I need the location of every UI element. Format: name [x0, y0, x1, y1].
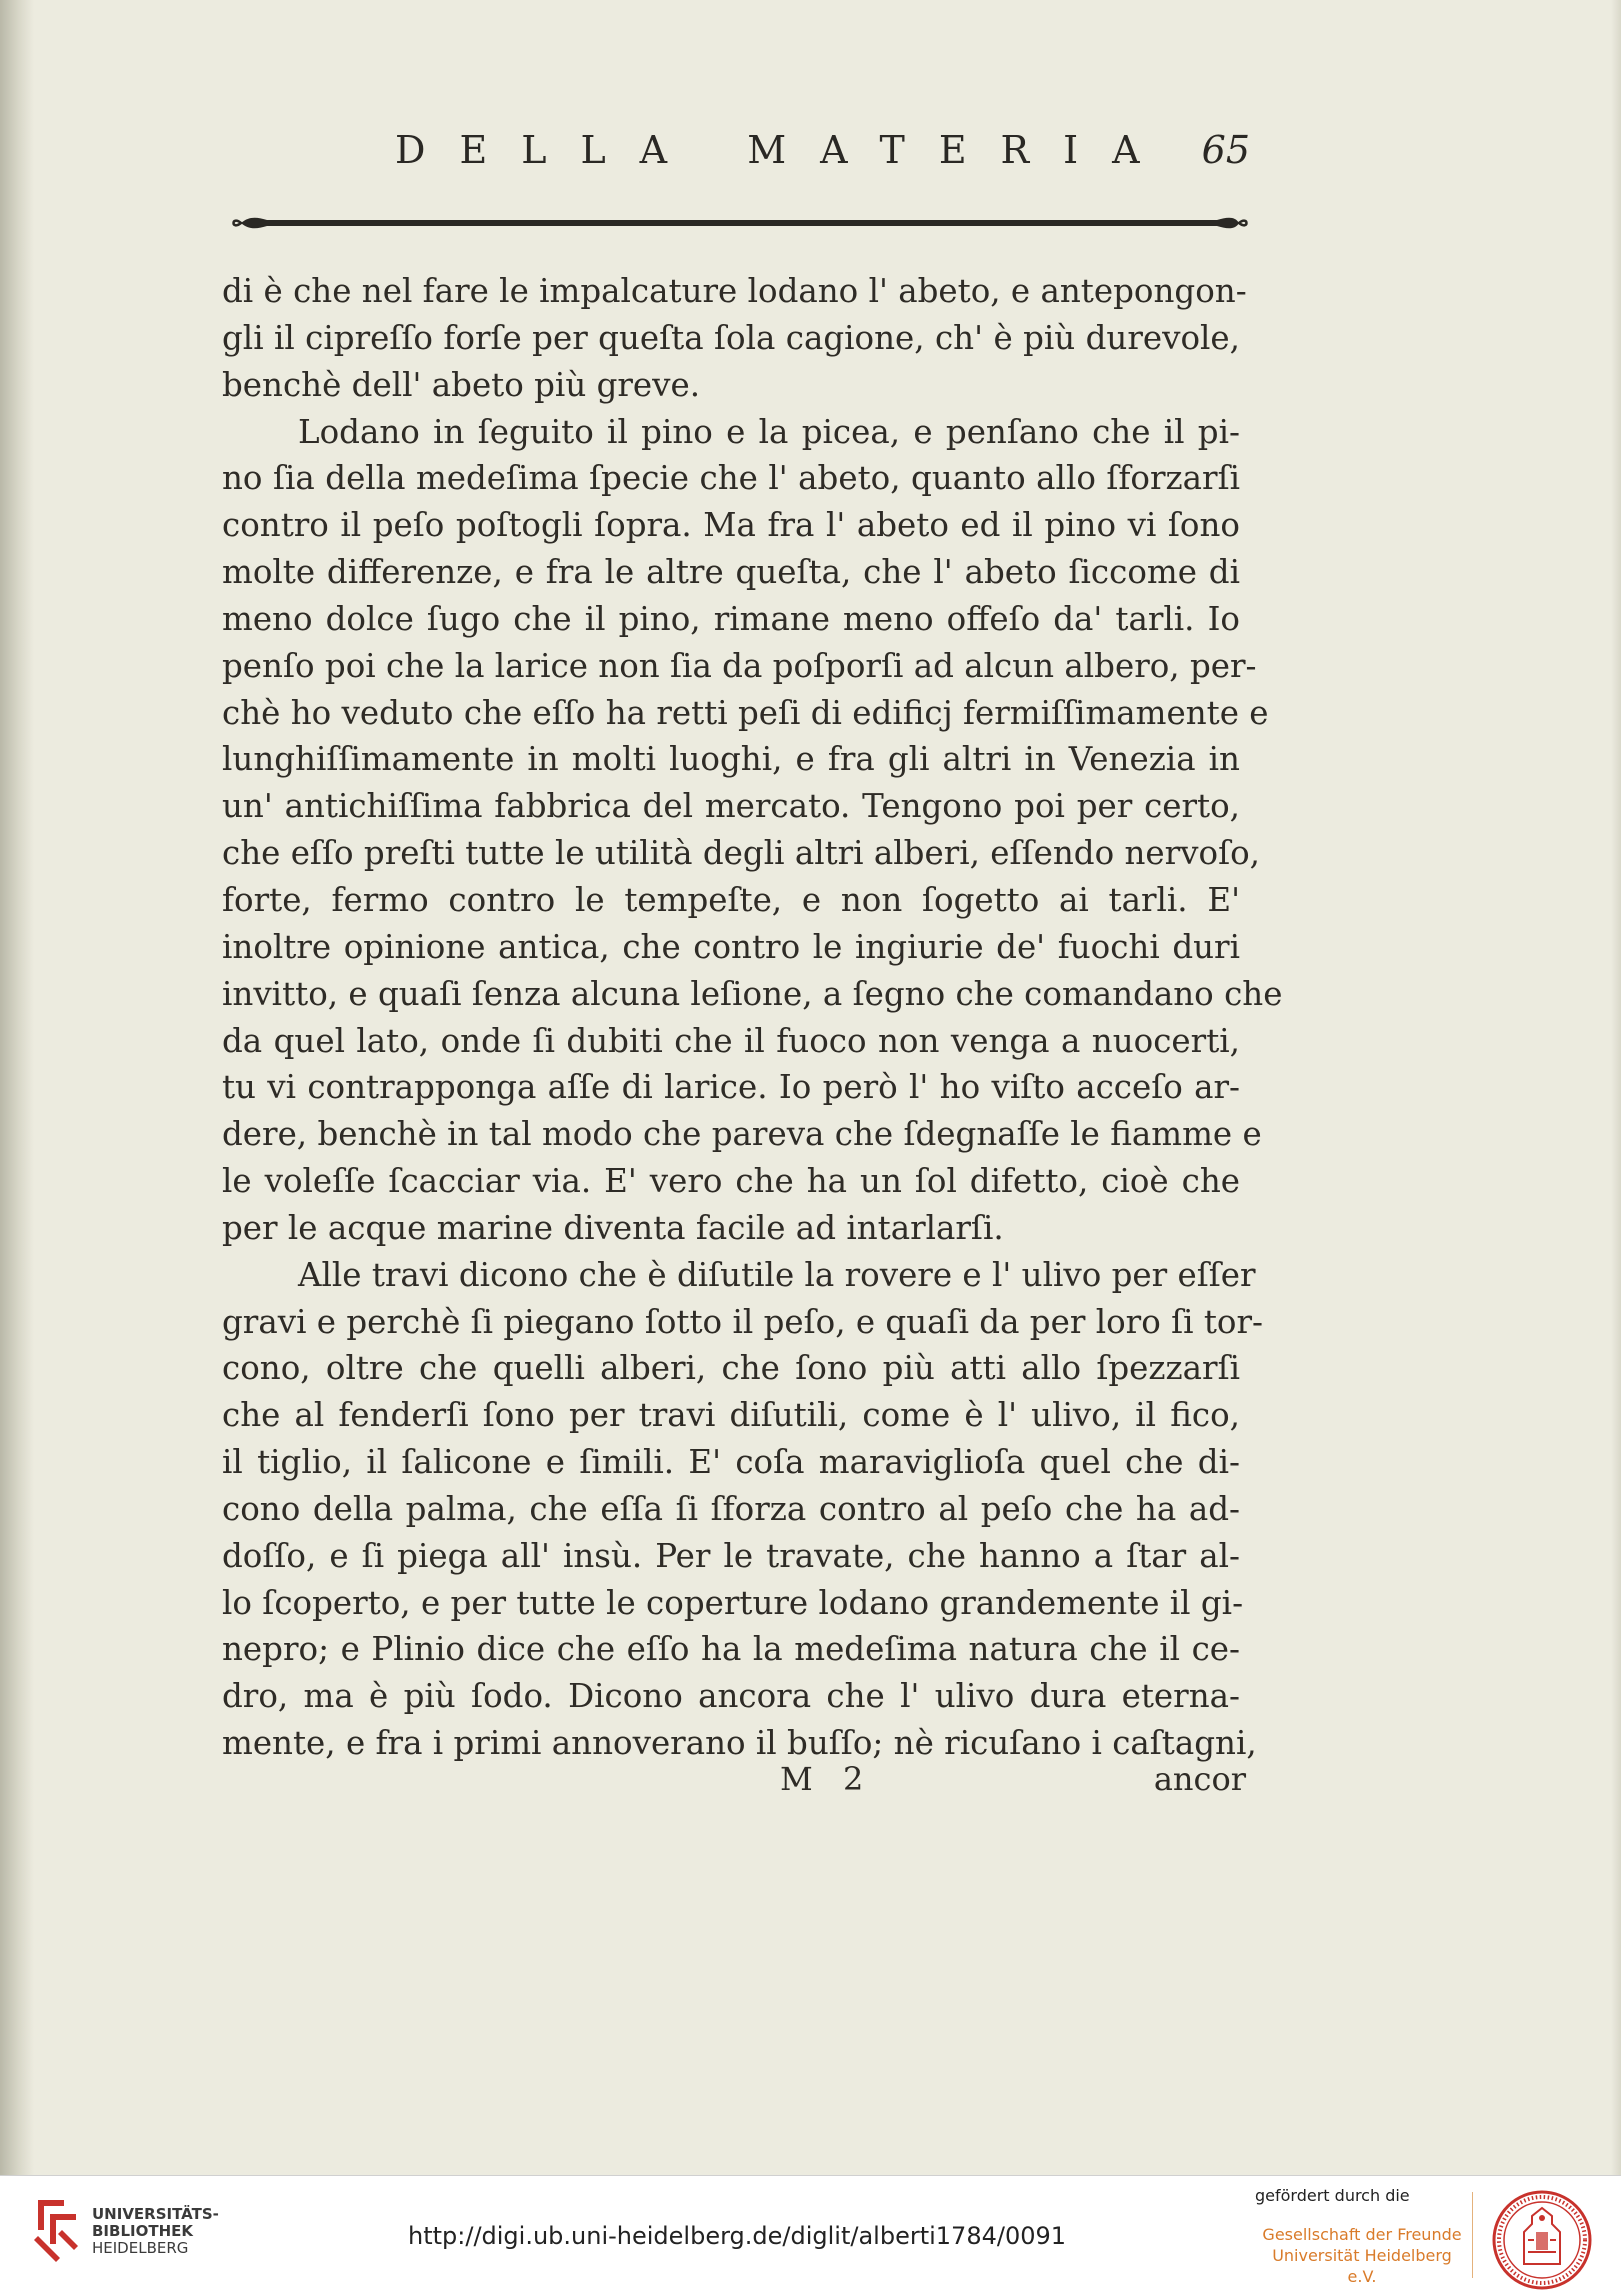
university-seal-icon — [1490, 2188, 1594, 2292]
text-line: per le acque marine diventa facile ad intarlarſi. — [222, 1208, 1004, 1247]
text-line: Lodano in ſeguito il pino e la picea, e penſano che il pi- — [298, 412, 1240, 451]
text-line: cono della palma, che eſſa ſi ſforza contro al peſo che ha ad- — [222, 1489, 1240, 1528]
text-line: di è che nel fare le impalcature lodano l' abeto, e antepongon- — [222, 272, 1247, 310]
text-line: il tiglio, il ſalicone e ſimili. E' coſa maraviglioſa quel che di- — [222, 1443, 1240, 1482]
footer-divider — [1472, 2192, 1473, 2278]
text-line: chè ho veduto che eſſo ha retti peſi di edificj fermiſſimamente e — [222, 693, 1269, 732]
sponsor-name-line: Gesellschaft der Freunde — [1262, 2225, 1462, 2244]
body-text — [222, 268, 1283, 1767]
text-line: molte differenze, e fra le altre queſta, che l' abeto ſiccome di — [222, 553, 1240, 592]
text-line: invitto, e quaſi ſenza alcuna leſione, a ſegno che comandano che — [222, 974, 1283, 1013]
ornamental-rule — [227, 210, 1251, 236]
viewer-footer — [0, 2175, 1621, 2292]
text-line: un' antichiſſima fabbrica del mercato. Tengono poi per certo, — [222, 787, 1240, 826]
library-name — [92, 2206, 219, 2257]
page-edge-shadow — [1611, 0, 1621, 2175]
library-name-line: BIBLIOTHEK — [92, 2222, 193, 2240]
sponsor-name — [1262, 2224, 1462, 2287]
page-gutter-shadow — [0, 0, 34, 2175]
text-line: doſſo, e ſi piega all' insù. Per le travate, che hanno a ſtar al- — [222, 1536, 1240, 1575]
permalink-url[interactable]: http://digi.ub.uni-heidelberg.de/diglit/alberti1784/0091 — [408, 2222, 1067, 2250]
text-line: no ſia della medeſima ſpecie che l' abeto, quanto allo ſforzarſi — [222, 459, 1240, 498]
page-number: 65 — [1201, 128, 1250, 172]
signature-mark: M 2 — [780, 1760, 874, 1798]
text-line: dere, benchè in tal modo che pareva che ſdegnaſſe le fiamme e — [222, 1115, 1262, 1154]
text-line: contro il peſo poſtogli ſopra. Ma fra l' abeto ed il pino vi ſono — [222, 506, 1240, 545]
text-line: inoltre opinione antica, che contro le ingiurie de' fuochi duri — [222, 927, 1240, 966]
university-library-logo-icon — [30, 2190, 86, 2270]
library-name-line: UNIVERSITÄTS- — [92, 2205, 219, 2223]
running-head-title: DELLA MATERIA — [395, 128, 1174, 172]
text-line: lunghiſſimamente in molti luoghi, e fra gli altri in Venezia in — [222, 740, 1240, 779]
text-line: lo ſcoperto, e per tutte le coperture lodano grandemente il gi- — [222, 1583, 1244, 1622]
text-line: gli il cipreſſo forſe per queſta ſola cagione, ch' è più durevole, — [222, 318, 1240, 357]
text-line: meno dolce ſugo che il pino, rimane meno offeſo da' tarli. Io — [222, 599, 1240, 638]
text-line: mente, e fra i primi annoverano il buſſo; nè ricuſano i caſtagni, — [222, 1724, 1257, 1763]
catchword: ancor — [1153, 1760, 1246, 1798]
text-line: cono, oltre che quelli alberi, che ſono più atti allo ſpezzarſi — [222, 1349, 1240, 1388]
text-line: da quel lato, onde ſi dubiti che il fuoco non venga a nuocerti, — [222, 1021, 1240, 1060]
text-line: Alle travi dicono che è diſutile la rovere e l' ulivo per eſſer — [298, 1255, 1256, 1294]
text-line: che al fenderſi ſono per travi diſutili, come è l' ulivo, il fico, — [222, 1396, 1240, 1435]
text-line: tu vi contrapponga aſſe di larice. Io però l' ho viſto acceſo ar- — [222, 1068, 1240, 1107]
funded-by-label: gefördert durch die — [1255, 2186, 1410, 2205]
text-line: forte, fermo contro le tempeſte, e non ſogetto ai tarli. E' — [222, 880, 1240, 919]
text-line: le voleſſe ſcacciar via. E' vero che ha un ſol difetto, cioè che — [222, 1162, 1240, 1201]
text-line: penſo poi che la larice non ſia da poſporſi ad alcun albero, per- — [222, 646, 1257, 685]
sponsor-name-line: Universität Heidelberg e.V. — [1272, 2246, 1452, 2286]
library-name-line: HEIDELBERG — [92, 2239, 189, 2257]
running-head — [230, 128, 1250, 188]
text-line: che eſſo preſti tutte le utilità degli altri alberi, eſſendo nervoſo, — [222, 834, 1261, 873]
text-line: dro, ma è più ſodo. Dicono ancora che l' ulivo dura eterna- — [222, 1677, 1240, 1716]
text-line: gravi e perchè ſi piegano ſotto il peſo, e quaſi da per loro ſi tor- — [222, 1302, 1263, 1341]
text-line: benchè dell' abeto più greve. — [222, 365, 701, 404]
text-line: nepro; e Plinio dice che eſſo ha la medeſima natura che il ce- — [222, 1630, 1240, 1669]
